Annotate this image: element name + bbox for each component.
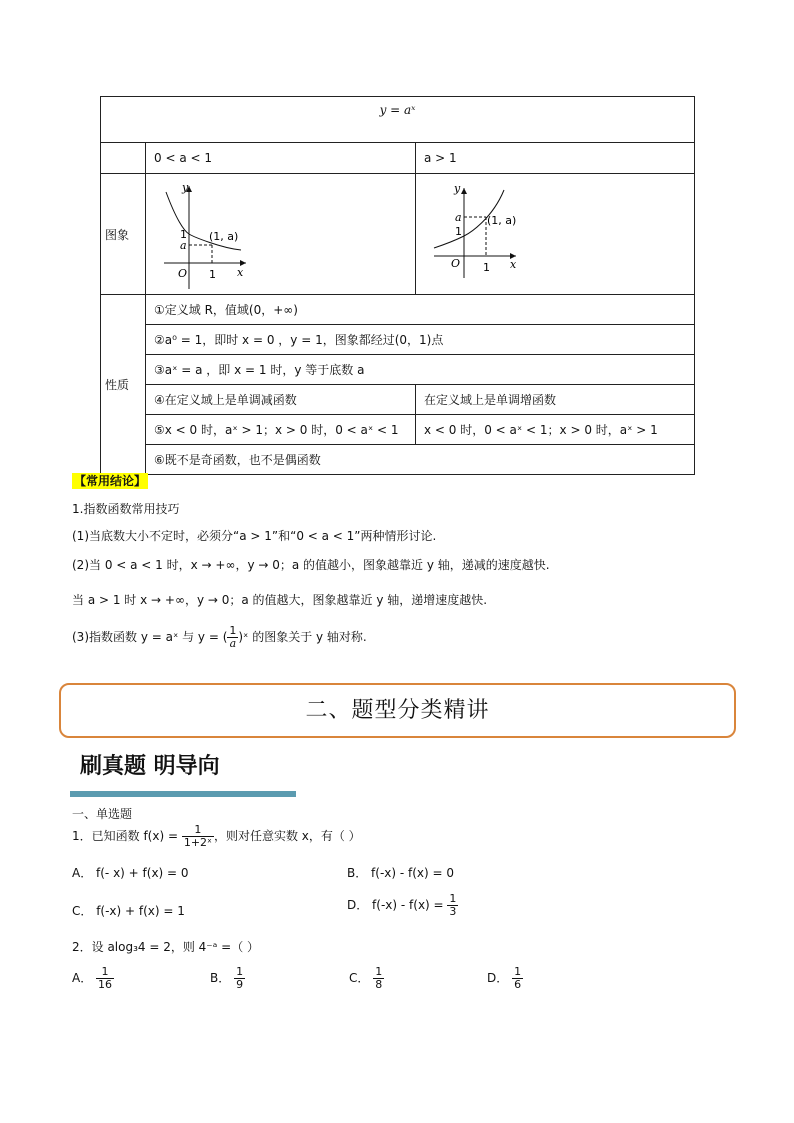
q1-option-a[interactable]: A． f(- x) + f(x) = 0	[72, 866, 189, 880]
q2-option-b[interactable]: B． $\frac{1}{9}$	[210, 965, 244, 991]
question-2-stem: 2．设 alog₃4 = 2，则 4⁻ᵃ =（ ）	[72, 940, 260, 954]
property-3: ③aˣ = a ，即 x = 1 时，y 等于底数 a	[146, 355, 695, 385]
q1-d-fraction: $\frac{1}{3}$	[449, 892, 457, 918]
q1-fraction: $\frac{1}{\text{1+2ˣ}}$	[183, 823, 212, 849]
svg-text:y: y	[454, 182, 461, 195]
subheading: 刷真题 明导向	[80, 754, 220, 779]
conclusion-item-1: (1)当底数大小不定时，必须分“a > 1”和“0 < a < 1”两种情形讨论.	[72, 529, 437, 543]
section-title: 二、题型分类精讲	[305, 698, 490, 723]
graph-cell-decreasing	[146, 174, 416, 295]
q1-option-d[interactable]: D． f(-x) - f(x) = $\frac{1}{3}$	[347, 892, 457, 918]
conclusion-item-2: (2)当 0 < a < 1 时，x → +∞，y → 0；a 的值越小，图象越靠近 y 轴，递减的速度越快.	[72, 558, 550, 572]
property-5-increasing: x < 0 时，0 < aˣ < 1；x > 0 时，aˣ > 1	[416, 415, 695, 445]
property-4-increasing: 在定义域上是单调增函数	[416, 385, 695, 415]
q2-option-d[interactable]: D． $\frac{1}{6}$	[487, 965, 522, 991]
svg-text:x: x	[510, 258, 517, 271]
property-5-decreasing: ⑤x < 0 时，aˣ > 1；x > 0 时，0 < aˣ < 1	[146, 415, 416, 445]
q1-option-b[interactable]: B． f(-x) - f(x) = 0	[347, 866, 455, 880]
condition-increasing: a > 1	[416, 143, 695, 174]
q2-option-a[interactable]: A． $\frac{1}{16}$	[72, 965, 113, 991]
increasing-exponential-graph	[416, 174, 695, 291]
svg-text:O: O	[178, 267, 188, 280]
decreasing-exponential-graph	[146, 174, 416, 291]
part-label: 一、单选题	[72, 807, 133, 821]
conclusions-title: 1.指数函数常用技巧	[72, 502, 180, 516]
property-4-decreasing: ④在定义域上是单调减函数	[146, 385, 416, 415]
empty-cell	[101, 143, 146, 174]
section-title-box	[59, 683, 736, 738]
conclusion-item-3: (3)指数函数 y = aˣ 与 y = ( $\frac{1}{a}$ )ˣ 的图象关于 y 轴对称.	[72, 624, 367, 650]
property-2: ②a⁰ = 1，即时 x = 0 ，y = 1，图象都经过(0，1)点	[146, 325, 695, 355]
fraction-1-over-a: $\frac{1}{a}$	[229, 624, 237, 650]
table-header-formula: y = aˣ	[101, 97, 695, 143]
svg-text:y: y	[182, 181, 189, 194]
svg-text:1: 1	[209, 268, 216, 281]
svg-text:1: 1	[483, 261, 490, 274]
svg-text:a: a	[455, 211, 462, 224]
property-6: ⑥既不是奇函数，也不是偶函数	[146, 445, 695, 475]
row-label-graph: 图象	[101, 174, 146, 295]
subheading-underline	[70, 791, 296, 797]
svg-text:x: x	[237, 266, 244, 279]
property-1: ①定义域 R，值域(0，+∞)	[146, 295, 695, 325]
exponential-properties-table	[100, 96, 695, 475]
q1-option-c[interactable]: C． f(-x) + f(x) = 1	[72, 904, 185, 918]
svg-text:O: O	[451, 257, 461, 270]
question-1-stem: 1．已知函数 f(x) = $\frac{1}{\text{1+2ˣ}}$ ，则对任意实数 x，有（ ）	[72, 823, 361, 849]
svg-text:(1, a): (1, a)	[487, 214, 517, 227]
condition-decreasing: 0 < a < 1	[146, 143, 416, 174]
svg-text:(1, a): (1, a)	[209, 230, 239, 243]
svg-text:1: 1	[180, 228, 187, 241]
svg-text:1: 1	[455, 225, 462, 238]
graph-cell-increasing	[416, 174, 695, 295]
q2-option-c[interactable]: C． $\frac{1}{8}$	[349, 965, 383, 991]
svg-text:a: a	[180, 239, 187, 252]
conclusion-item-2b: 当 a > 1 时 x → +∞，y → 0；a 的值越大，图象越靠近 y 轴，递增速度越快.	[72, 593, 488, 607]
row-label-properties: 性质	[101, 295, 146, 475]
conclusions-tag: 【常用结论】	[74, 474, 147, 488]
